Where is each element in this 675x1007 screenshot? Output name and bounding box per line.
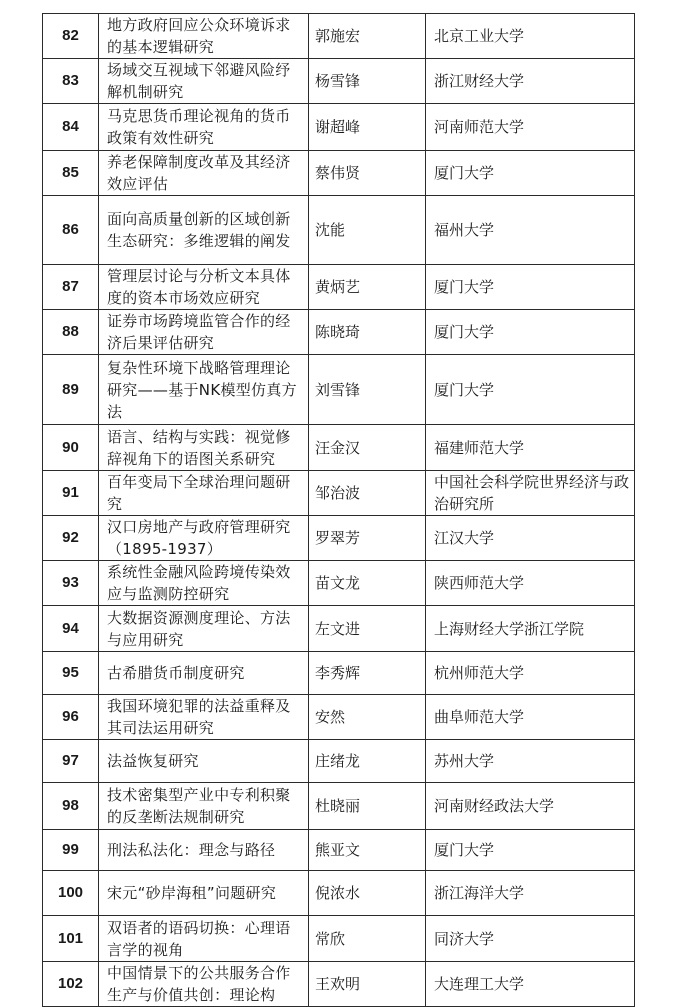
project-title: 语言、结构与实践：视觉修辞视角下的语图关系研究	[99, 425, 309, 471]
institution-name: 厦门大学	[426, 151, 635, 196]
row-number: 97	[43, 740, 99, 783]
author-name: 邹治波	[309, 471, 426, 516]
project-title: 马克思货币理论视角的货币政策有效性研究	[99, 104, 309, 151]
institution-name: 杭州师范大学	[426, 652, 635, 695]
project-title: 法益恢复研究	[99, 740, 309, 783]
table-row	[43, 830, 635, 871]
table-row	[43, 59, 635, 104]
project-title: 养老保障制度改革及其经济效应评估	[99, 151, 309, 196]
table-row	[43, 104, 635, 151]
row-number: 89	[43, 355, 99, 425]
institution-name: 河南师范大学	[426, 104, 635, 151]
author-name: 罗翠芳	[309, 516, 426, 561]
row-number: 86	[43, 196, 99, 265]
project-title: 管理层讨论与分析文本具体度的资本市场效应研究	[99, 265, 309, 310]
institution-name: 陕西师范大学	[426, 561, 635, 606]
project-title: 我国环境犯罪的法益重释及其司法运用研究	[99, 695, 309, 740]
project-title: 刑法私法化：理念与路径	[99, 830, 309, 871]
institution-name: 福州大学	[426, 196, 635, 265]
project-title: 复杂性环境下战略管理理论研究——基于NK模型仿真方法	[99, 355, 309, 425]
table-row	[43, 695, 635, 740]
institution-name: 苏州大学	[426, 740, 635, 783]
row-number: 92	[43, 516, 99, 561]
table-row	[43, 196, 635, 265]
table-row	[43, 561, 635, 606]
row-number: 96	[43, 695, 99, 740]
author-name: 刘雪锋	[309, 355, 426, 425]
table-row	[43, 471, 635, 516]
author-name: 蔡伟贤	[309, 151, 426, 196]
table-row	[43, 355, 635, 425]
table-row	[43, 265, 635, 310]
project-title: 证券市场跨境监管合作的经济后果评估研究	[99, 310, 309, 355]
table-row	[43, 14, 635, 59]
author-name: 安然	[309, 695, 426, 740]
author-name: 汪金汉	[309, 425, 426, 471]
institution-name: 厦门大学	[426, 310, 635, 355]
institution-name: 同济大学	[426, 916, 635, 962]
institution-name: 浙江海洋大学	[426, 871, 635, 916]
row-number: 94	[43, 606, 99, 652]
author-name: 沈能	[309, 196, 426, 265]
table-row	[43, 606, 635, 652]
institution-name: 厦门大学	[426, 830, 635, 871]
author-name: 杨雪锋	[309, 59, 426, 104]
author-name: 陈晓琦	[309, 310, 426, 355]
author-name: 苗文龙	[309, 561, 426, 606]
institution-name: 福建师范大学	[426, 425, 635, 471]
author-name: 谢超峰	[309, 104, 426, 151]
project-title: 技术密集型产业中专利积聚的反垄断法规制研究	[99, 783, 309, 830]
row-number: 87	[43, 265, 99, 310]
row-number: 84	[43, 104, 99, 151]
row-number: 82	[43, 14, 99, 59]
row-number: 93	[43, 561, 99, 606]
author-name: 庄绪龙	[309, 740, 426, 783]
table-body	[43, 14, 635, 1007]
project-title: 双语者的语码切换：心理语言学的视角	[99, 916, 309, 962]
row-number: 99	[43, 830, 99, 871]
row-number: 98	[43, 783, 99, 830]
table-row	[43, 652, 635, 695]
project-title: 场域交互视域下邻避风险纾解机制研究	[99, 59, 309, 104]
author-name: 杜晓丽	[309, 783, 426, 830]
project-title: 中国情景下的公共服务合作生产与价值共创：理论构	[99, 962, 309, 1007]
institution-name: 北京工业大学	[426, 14, 635, 59]
row-number: 90	[43, 425, 99, 471]
institution-name: 曲阜师范大学	[426, 695, 635, 740]
project-title: 大数据资源测度理论、方法与应用研究	[99, 606, 309, 652]
author-name: 黄炳艺	[309, 265, 426, 310]
row-number: 101	[43, 916, 99, 962]
institution-name: 浙江财经大学	[426, 59, 635, 104]
row-number: 102	[43, 962, 99, 1007]
institution-name: 大连理工大学	[426, 962, 635, 1007]
institution-name: 厦门大学	[426, 265, 635, 310]
row-number: 88	[43, 310, 99, 355]
project-title: 汉口房地产与政府管理研究（1895-1937）	[99, 516, 309, 561]
institution-name: 江汉大学	[426, 516, 635, 561]
project-title: 系统性金融风险跨境传染效应与监测防控研究	[99, 561, 309, 606]
author-name: 左文进	[309, 606, 426, 652]
table-row	[43, 310, 635, 355]
project-title: 地方政府回应公众环境诉求的基本逻辑研究	[99, 14, 309, 59]
row-number: 83	[43, 59, 99, 104]
table-row	[43, 740, 635, 783]
project-title: 面向高质量创新的区域创新生态研究：多维逻辑的阐发	[99, 196, 309, 265]
table-row	[43, 151, 635, 196]
author-name: 熊亚文	[309, 830, 426, 871]
author-name: 倪浓水	[309, 871, 426, 916]
institution-name: 中国社会科学院世界经济与政治研究所	[426, 471, 635, 516]
project-title: 古希腊货币制度研究	[99, 652, 309, 695]
table-row	[43, 916, 635, 962]
institution-name: 河南财经政法大学	[426, 783, 635, 830]
row-number: 91	[43, 471, 99, 516]
table-row	[43, 783, 635, 830]
project-list-table	[42, 13, 635, 1007]
institution-name: 上海财经大学浙江学院	[426, 606, 635, 652]
row-number: 95	[43, 652, 99, 695]
author-name: 常欣	[309, 916, 426, 962]
row-number: 100	[43, 871, 99, 916]
table-row	[43, 516, 635, 561]
project-title: 宋元“砂岸海租”问题研究	[99, 871, 309, 916]
author-name: 李秀辉	[309, 652, 426, 695]
project-title: 百年变局下全球治理问题研究	[99, 471, 309, 516]
author-name: 王欢明	[309, 962, 426, 1007]
institution-name: 厦门大学	[426, 355, 635, 425]
author-name: 郭施宏	[309, 14, 426, 59]
row-number: 85	[43, 151, 99, 196]
table-row	[43, 871, 635, 916]
table-row	[43, 425, 635, 471]
